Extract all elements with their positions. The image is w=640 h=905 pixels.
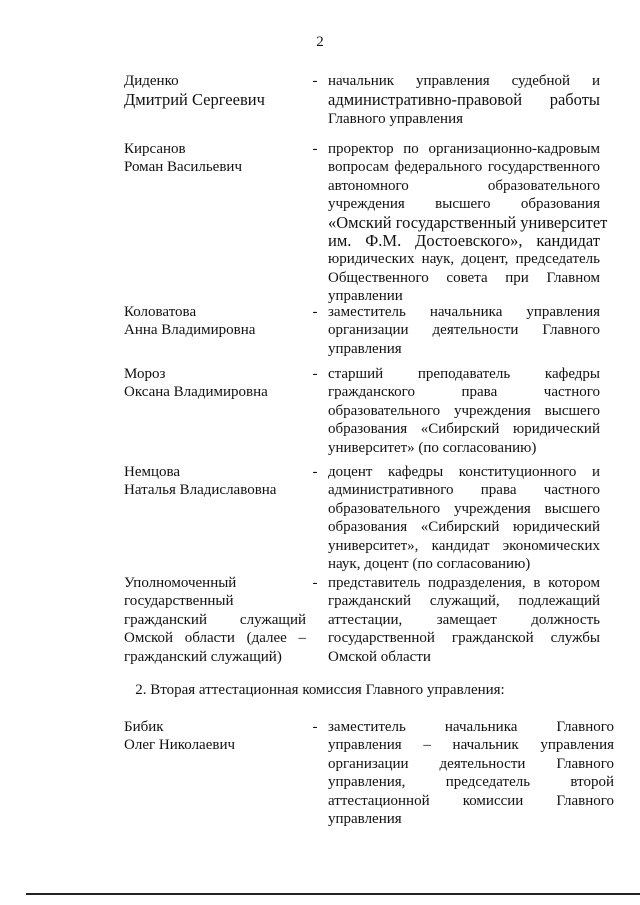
- footer-rule: [26, 893, 640, 895]
- member-name-line: гражданский служащий: [124, 611, 306, 628]
- position-line: старший преподаватель кафедры: [328, 366, 600, 382]
- member-name-line: государственный: [124, 593, 234, 610]
- member-position: [328, 718, 614, 828]
- member-position: [328, 365, 600, 457]
- position-line: аттестационной комиссии Главного: [328, 792, 614, 809]
- dash-separator: -: [312, 73, 318, 89]
- member-name: [124, 574, 306, 666]
- member-name: [124, 72, 306, 110]
- member-name: [124, 365, 306, 402]
- position-line: административного права частного: [328, 482, 600, 499]
- position-line: аттестации, замещает должность: [328, 611, 600, 628]
- position-line: Омской области: [328, 648, 431, 665]
- position-line: образовательного учреждения высшего: [328, 402, 600, 419]
- dash-separator: -: [312, 141, 318, 157]
- member-surname: Мороз: [124, 366, 166, 382]
- position-line: организации деятельности Главного: [328, 322, 600, 339]
- member-name: [124, 140, 306, 177]
- member-given-names: Роман Васильевич: [124, 159, 242, 176]
- member-given-names: Дмитрий Сергеевич: [124, 90, 265, 110]
- member-position: [328, 140, 608, 306]
- member-surname: Кирсанов: [124, 141, 186, 157]
- member-name: [124, 303, 306, 340]
- position-line: Главного управления: [328, 110, 463, 127]
- position-line: управления – начальник управления: [328, 737, 614, 754]
- position-line: образования «Сибирский юридический: [328, 421, 600, 438]
- position-line: юридических наук, доцент, председатель: [328, 251, 600, 268]
- position-line: управления: [328, 340, 402, 357]
- member-given-names: Олег Николаевич: [124, 737, 236, 754]
- member-position: [328, 463, 600, 573]
- member-surname: Немцова: [124, 464, 181, 480]
- member-surname: Диденко: [124, 73, 179, 89]
- position-line: наук, доцент (по согласованию): [328, 556, 531, 573]
- position-line: заместитель начальника управления: [328, 304, 600, 320]
- position-line: вопросам федерального государственного: [328, 159, 600, 176]
- position-line: представитель подразделения, в котором: [328, 575, 600, 591]
- position-line: заместитель начальника Главного: [328, 719, 614, 735]
- position-line: «Омский государственный университет: [328, 212, 608, 232]
- member-name: [124, 463, 306, 500]
- member-name: [124, 718, 306, 755]
- member-position: [328, 303, 600, 358]
- dash-separator: -: [312, 464, 318, 480]
- position-line: гражданского права частного: [328, 384, 600, 401]
- position-line: образовательного учреждения высшего: [328, 500, 600, 517]
- position-line: Общественного совета при Главном: [328, 269, 600, 286]
- position-line: государственной гражданской службы: [328, 630, 600, 647]
- member-position: [328, 574, 600, 666]
- position-line: университет» (по согласованию): [328, 439, 537, 456]
- member-name-line: Омской области (далее –: [124, 630, 306, 647]
- member-given-names: Оксана Владимировна: [124, 384, 268, 401]
- member-surname: Бибик: [124, 719, 164, 735]
- position-line: управлении: [328, 288, 403, 305]
- section-heading: 2. Вторая аттестационная комиссия Главного управления:: [135, 682, 505, 698]
- position-line: административно-правовой работы: [328, 90, 600, 110]
- position-line: доцент кафедры конституционного и: [328, 464, 600, 480]
- dash-separator: -: [312, 719, 318, 735]
- dash-separator: -: [312, 304, 318, 320]
- position-line: учреждения высшего образования: [328, 196, 600, 213]
- dash-separator: -: [312, 575, 318, 591]
- position-line: образования «Сибирский юридический: [328, 519, 600, 536]
- position-line: управления: [328, 811, 402, 828]
- member-name-line: Уполномоченный: [124, 575, 237, 591]
- page-number: 2: [316, 34, 324, 50]
- position-line: управления, председатель второй: [328, 774, 614, 791]
- member-surname: Коловатова: [124, 304, 197, 320]
- member-given-names: Анна Владимировна: [124, 322, 256, 339]
- position-line: им. Ф.М. Достоевского», кандидат: [328, 231, 600, 251]
- position-line: автономного образовательного: [328, 177, 600, 194]
- position-line: организации деятельности Главного: [328, 755, 614, 772]
- member-name-line: гражданский служащий): [124, 648, 282, 665]
- dash-separator: -: [312, 366, 318, 382]
- position-line: проректор по организационно-кадровым: [328, 141, 600, 157]
- position-line: начальник управления судебной и: [328, 73, 600, 89]
- member-given-names: Наталья Владиславовна: [124, 482, 277, 499]
- position-line: гражданский служащий, подлежащий: [328, 593, 600, 610]
- position-line: университет», кандидат экономических: [328, 537, 600, 554]
- member-position: [328, 72, 600, 128]
